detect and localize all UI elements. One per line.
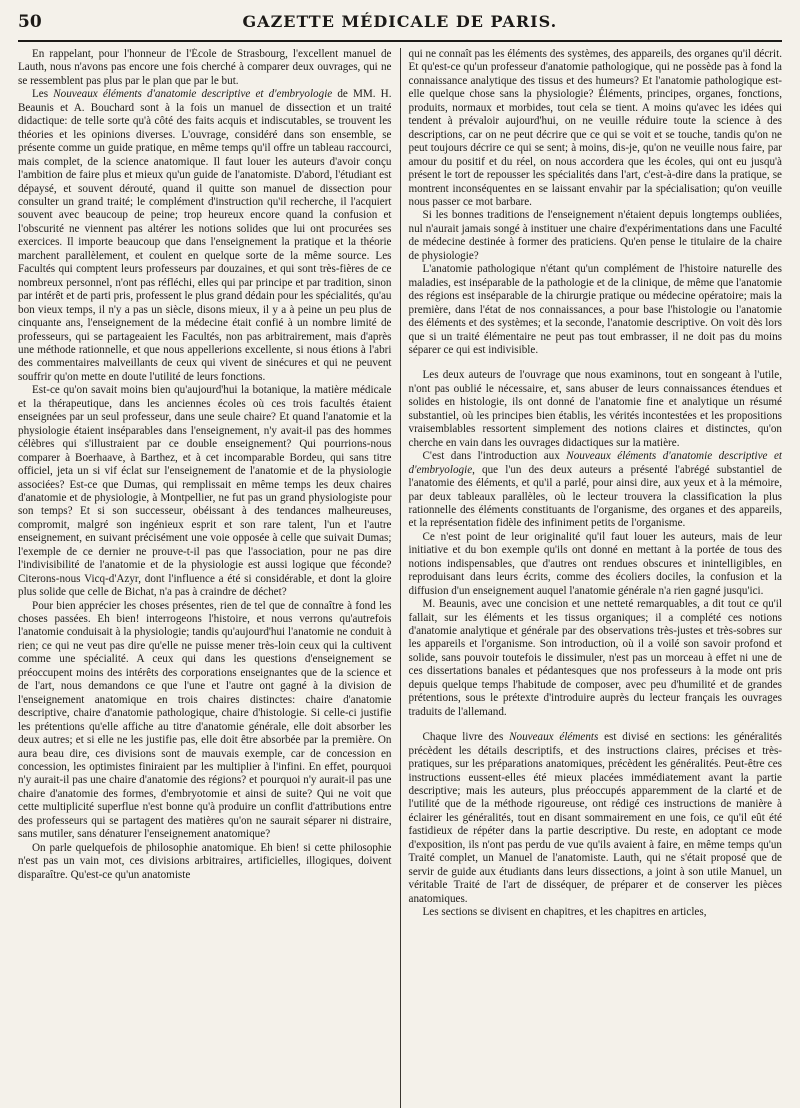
paragraph-text: On parle quelquefois de philosophie anatomique. Eh bien! si cette philosophie n'est pas un vain mot, ces divisions arbitraires, artificielles, illogiques, doivent disparaître. Qu'est-ce qu'un anatomiste: [18, 841, 392, 881]
paragraph: [18, 88, 392, 384]
paragraph-lead: C'est dans l'introduction aux: [422, 450, 567, 463]
paragraph-text: qui ne connaît pas les éléments des systèmes, des appareils, des organes qu'il décrit. Et qu'est-ce qu'un professeur d'anatomie pathologique, qui ne possède pas à fond la connaissance analytique des tissus et des humeurs? Et l'anatomie pathologique est-elle quelque chose sans la physiologie? Éléments, principes, organes, fonctions, produits, normaux et morbides, tout cela se tient. A moins qu'avec les idées qui tendent à prévaloir aujourd'hui, on ne veuille réduire toute la science à des descriptions, car on ne peut décrire que ce qui se voit et se touche, tandis qu'on ne peut toujours décrire ce qui se sent; à moins, dis-je, qu'on ne veuille nous faire, par amour du positif et du réel, on nous accordera que les écoles, qui ont eu jusqu'à présent le tort de repousser les spécialités dans l'art, c'est-à-dire dans la pratique, se montrent inconséquentes en se laissant envahir par la spécialisation; qu'on veuille nous passer ce mot barbare.: [408, 48, 782, 208]
paragraph: [409, 598, 783, 719]
paragraph-text: Les deux auteurs de l'ouvrage que nous examinons, tout en songeant à l'utile, n'ont pas oublié le nécessaire, et, sans abuser de leurs connaissances étendues et solides en histologie, ils ont donné de l'anatomie fine et analytique un résumé substantiel, où les principes bien établis, les vérités incontestées et les propositions vraisemblables ressortent simplement des notions claires et distinctes, qu'on cherche en vain dans les ouvrages didactiques sur la matière.: [408, 369, 782, 449]
book-title-italic: Nouveaux éléments d'anatomie descriptive et d'embryologie: [408, 450, 782, 476]
paragraph: [409, 731, 783, 906]
paragraph-lead: Les: [32, 88, 54, 101]
journal-title: GAZETTE MÉDICALE DE PARIS.: [242, 12, 558, 31]
right-column: [402, 48, 783, 1108]
page-number: 50: [18, 12, 42, 32]
paragraph-text: Ce n'est point de leur originalité qu'il faut louer les auteurs, mais de leur initiative et du bon exemple qu'ils ont donné en mettant à la portée de tous des notions indispensables, que d'autres ont rendues obscures et inintelligibles, en reproduisant dans leurs écrits, comme des écoliers dociles, la confusion et la diffusion d'un enseignement auquel l'anatomie générale n'a rien gagné jusqu'ici.: [408, 530, 782, 597]
paragraph: [409, 369, 783, 450]
paragraph-text: Les sections se divisent en chapitres, et les chapitres en articles,: [422, 906, 707, 919]
paragraph: [409, 263, 783, 357]
article-columns: [18, 48, 782, 1108]
paragraph-text: de MM. H. Beaunis et A. Bouchard sont à la fois un manuel de dissection et un traité didactique: de telle sorte qu'à côté des faits acquis et indiscutables, se trouvent les théories et les opinions diverses. L'ouvrage, considéré dans son ensemble, se présente comme un guide pratique, en même temps qu'il offre un tableau raccourci, mais complet, de la science anatomique. Il faut louer les auteurs d'avoir conçu l'ambition de faire plus et mieux qu'un guide de l'anatomiste. D'abord, l'étudiant est dépaysé, et souvent dérouté, quand il quitte son manuel de dissection pour consulter un grand traité; le complément d'instruction qu'il recherche, il l'acquiert souvent avec beaucoup de peine; trop heureux encore quand la confusion et l'obscurité ne viennent pas altérer les notions solides que lui ont procurées ses exercices. Il importe beaucoup que dans l'enseignement la pratique et la théorie marchent parallèlement, et coulent en quelque sorte de la même source. Les Facultés qui comptent leurs professeurs par douzaines, et qui sont très-fières de ce nombreux personnel, n'ont pas réfléchi, elles qui par principe et par tradition, sinon par intérêt et de parti pris, professent le plus grand dédain pour les spécialités, qu'au bon vieux temps, il n'y a pas un siècle, disons mieux, il y a à peine un peu plus de cinquante ans, l'enseignement de la médecine était confié à un nombre limité de professeurs, qui se partageaient les Facultés, non pas arbitrairement, mais d'après une méthode rationnelle, et que nous appellerions excellente, si nous étions à l'abri des commentaires malveillants de ceux qui vivent de sinécures et qui ne peuvent souffrir qu'on mette en doute l'utilité de leurs fonctions.: [18, 88, 392, 383]
paragraph: [18, 384, 392, 599]
paragraph-text: L'anatomie pathologique n'étant qu'un complément de l'histoire naturelle des maladies, est inséparable de la pathologie et de la clinique, de même que l'anatomie des régions est inséparable de la chirurgie pratique ou médecine opératoire; mais la première, dans l'état de nos connaissances, a pour base l'histologie ou l'anatomie des éléments et des systèmes; et la seconde, l'anatomie descriptive. On voit dès lors que si un traité élémentaire ne peut pas tout embrasser, il ne doit pas du moins séparer ce qui est indivisible.: [408, 263, 782, 356]
paragraph-text: Si les bonnes traditions de l'enseignement n'étaient depuis longtemps oubliées, nul n'aurait jamais songé à instituer une chaire d'expérimentations dans une Faculté de médecine destinée à former des praticiens. Qu'en pense le titulaire de la chaire de physiologie?: [408, 209, 782, 262]
paragraph: [409, 531, 783, 598]
paragraph-text: est divisé en sections: les généralités précèdent les détails descriptifs, et des instructions claires, précises et très-pratiques, sur les préparations anatomiques, précèdent les généralités. Peut-être ces instructions eussent-elles été mieux placées immédiatement avant la partie descriptive; mais les auteurs, plus préoccupés apparemment de la clarté et de l'utilité que de la méthode rigoureuse, ont rédigé ces instructions de manière à éclairer les généralités, tout en disant sommairement en une fois, ce qu'il eût été fastidieux de répéter dans la partie descriptive. Du reste, en adoptant ce mode d'exposition, ils n'ont pas perdu de vue qu'ils avaient à faire, en même temps qu'un Traité complet, un Manuel de l'anatomiste. Lauth, qui ne s'était proposé que de servir de guide aux étudiants dans leurs dissections, a joint à son utile Manuel, un véritable Traité de l'art de disséquer, de préparer et de conserver les pièces anatomiques.: [408, 731, 782, 905]
paragraph: [18, 600, 392, 842]
page-header: [18, 12, 782, 38]
paragraph-text: Pour bien apprécier les choses présentes, rien de tel que de connaître à fond les choses passées. Eh bien! interrogeons l'histoire, et nous verrons qu'autrefois l'anatomie conduisait à la physiologie; tandis qu'aujourd'hui l'anatomie ne conduit à rien; ce qui ne veut pas dire qu'elle ne puisse mener très-loin ceux qui la cultivent comme une spécialité. A ceux qui dans les questions d'enseignement se préoccupent moins des intérêts des corporations enseignantes que de la science et de l'art, nous demandons ce que l'une et l'autre ont gagné à la division de l'enseignement anatomique en trois chaires distinctes: chaire d'anatomie descriptive, chaire d'anatomie pathologique, chaire d'histologie. Si celle-ci justifie les prétentions qu'elle affiche au titre d'anatomie générale, elle doit absorber les deux autres; et si elle ne les justifie pas, elle doit être absorbée par la première. On aura beau dire, ces divisions sont de mauvais exemple, car de concession en concession, les optimistes finiraient par les multiplier à l'infini. En effet, pourquoi n'y aurait-il pas une chaire d'anatomie des régions? et pourquoi n'y aurait-il pas une chaire d'anatomie des formes, d'embryotomie et ainsi de suite? Qui ne voit que cette multiplicité superflue n'est bonne qu'à produire un conflit d'attributions entre des professeurs qui se partagent des matières qu'on ne saurait séparer ni distraire, sans mutiler, sans dénaturer l'enseignement anatomique?: [18, 599, 392, 841]
book-title-italic: Nouveaux éléments d'anatomie descriptive et d'embryologie: [53, 88, 333, 101]
header-rule: [18, 40, 782, 42]
paragraph-text: Est-ce qu'on savait moins bien qu'aujourd'hui la botanique, la matière médicale et la thérapeutique, dans les anciennes écoles où ces trois facultés étaient enseignées par un seul professeur, dans une seule chaire? Et quand l'anatomie et la physiologie étaient inséparables dans l'enseignement, n'y avait-il pas des hommes célèbres qui s'illustraient par ce double enseignement? Qui pourrions-nous comparer à Boerhaave, à Barthez, et à cet incomparable Bordeu, qui sans titre officiel, jeta un si vif éclat sur l'enseignement de l'anatomie et de la physiologie associées? Est-ce que Dumas, qui remplissait en même temps les deux chaires d'anatomie et de physiologie, à Montpellier, ne fut pas un grand physiologiste pour son temps? Et si son successeur, obéissant à des tendances malheureuses, compromit, malgré son ingénieux esprit et son rare talent, l'un et l'autre enseignement, en suivant précisément une voie opposée à celle que suivait Dumas; l'exemple de ce dernier ne prouve-t-il pas que l'association, pour ne pas dire l'indivisibilité de l'anatomie et de la physiologie est aussi logique que féconde? Citerons-nous Vicq-d'Azyr, dont l'influence a été si considérable, et dont la gloire plus solide que celle de Bichat, n'a pas à craindre de déchet?: [18, 384, 392, 599]
paragraph-lead: Chaque livre des: [422, 731, 510, 744]
paragraph: [409, 48, 783, 209]
left-column: [18, 48, 399, 1108]
paragraph: [409, 450, 783, 531]
paragraph: [18, 48, 392, 88]
paragraph: [409, 906, 783, 919]
paragraph: [18, 842, 392, 882]
paragraph-text: , que l'un des deux auteurs a présenté l'abrégé substantiel de l'anatomie des éléments, et qu'il a parlé, pour ainsi dire, aux yeux et à la mémoire, par deux tableaux parallèles, où le lecteur trouvera la classification la plus rationnelle des éléments constituants de l'organisme, des organes et des appareils, et la représentation fidèle des infiniment petits de l'organisme.: [408, 463, 782, 530]
book-title-italic: Nouveaux éléments: [509, 731, 599, 744]
paragraph: [409, 209, 783, 263]
column-divider: [400, 48, 401, 1108]
paragraph-text: M. Beaunis, avec une concision et une netteté remarquables, a dit tout ce qu'il fallait, sur les éléments et les tissus organiques; il a complété ces notions d'anatomie analytique et générale par des observations très-justes et très-sobres sur les appareils et l'organisme. Son introduction, où il a voilé son savoir profond et solide, sans pouvoir toutefois le dissimuler, n'est pas un morceau à effet ni une de ces dissertations banales et pédantesques que nos professeurs à la mode ont pris depuis quelque temps l'habitude de composer, avec peu d'humilité et de grandes prétentions, sous le prétexte d'introduire auprès du lecteur français les ouvrages traduits de l'allemand.: [408, 598, 782, 718]
paragraph-text: En rappelant, pour l'honneur de l'École de Strasbourg, l'excellent manuel de Lauth, nous n'avons pas encore une fois cherché à comparer deux ouvrages, qui ne se ressemblent pas plus par le plan que par le but.: [18, 48, 392, 87]
